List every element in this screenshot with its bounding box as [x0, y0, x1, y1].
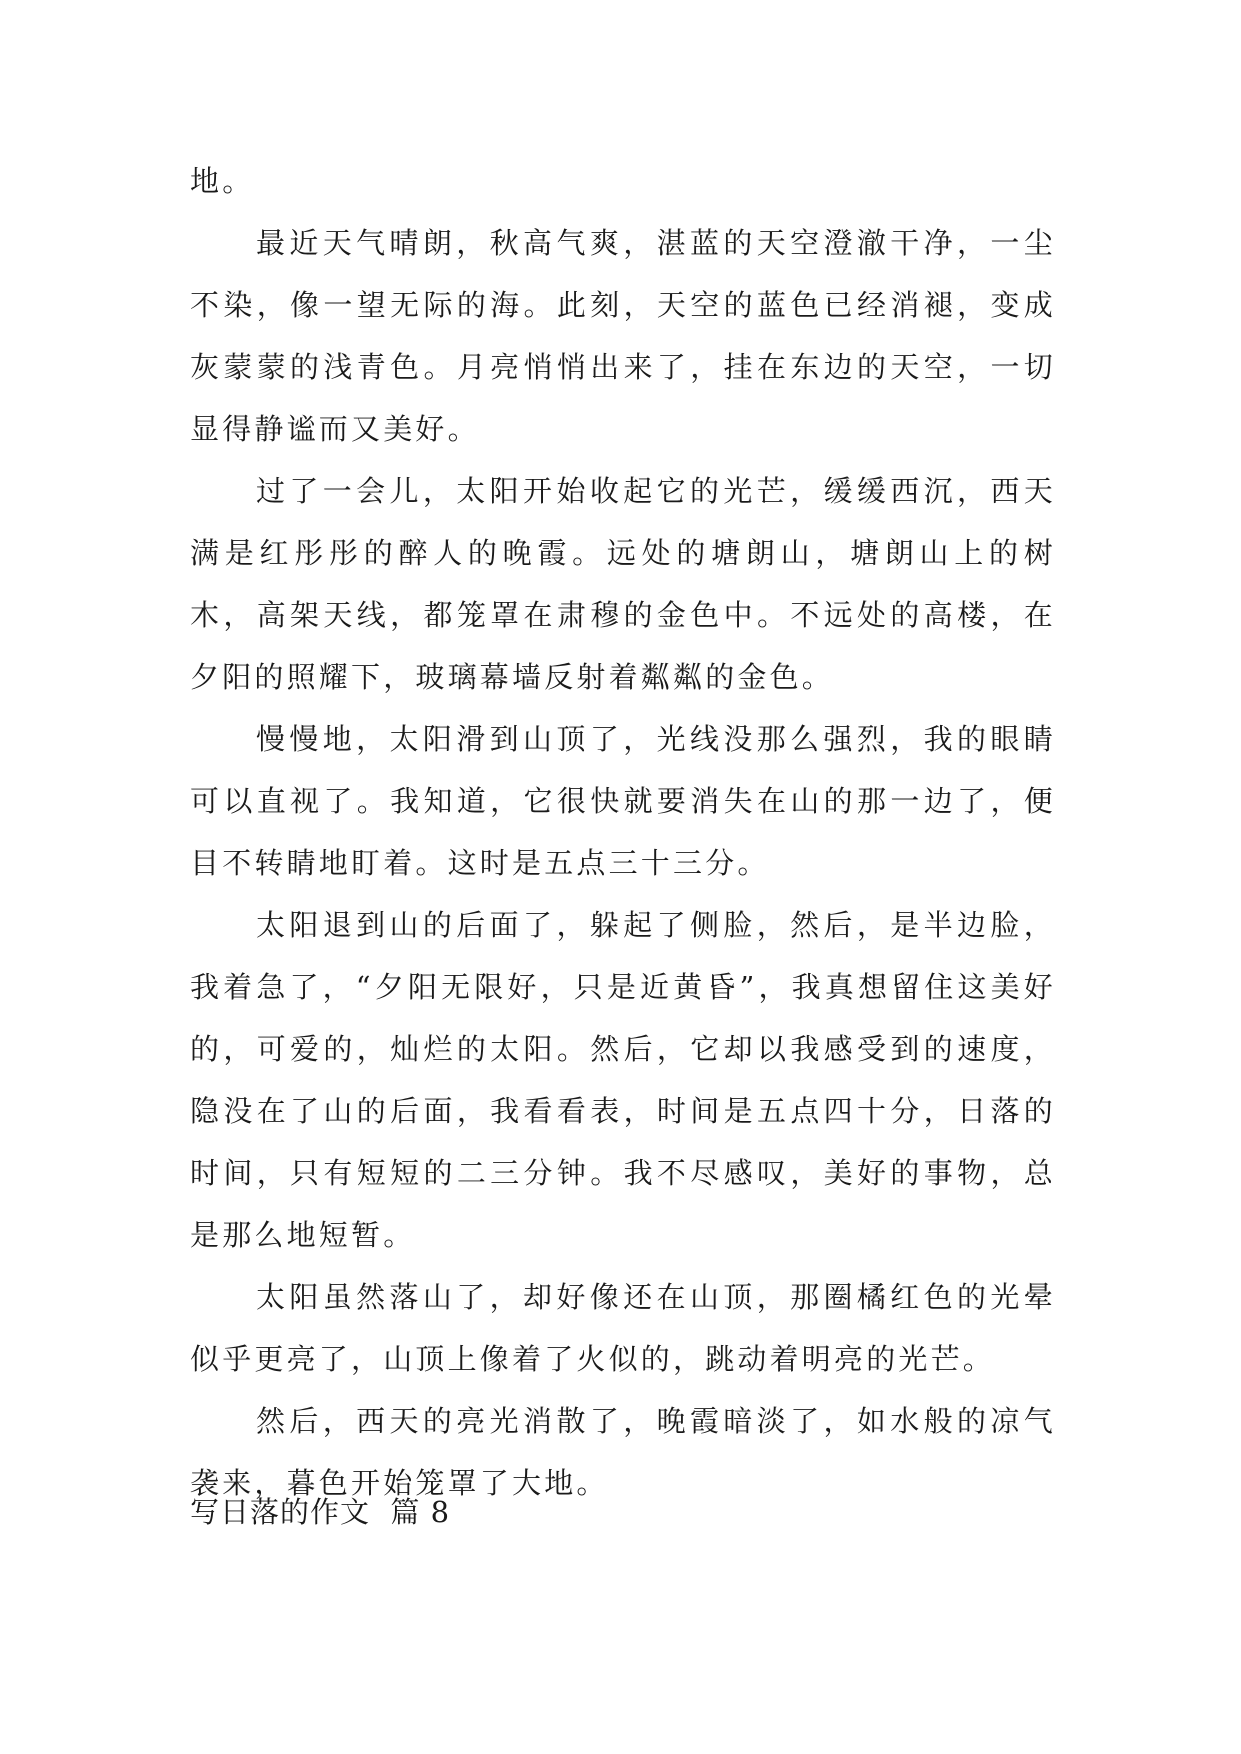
paragraph: 慢慢地，太阳滑到山顶了，光线没那么强烈，我的眼睛可以直视了。我知道，它很快就要消失在山的那一边了，便目不转睛地盯着。这时是五点三十三分。 — [190, 722, 1056, 880]
document-body — [190, 150, 1056, 1514]
paragraph: 过了一会儿，太阳开始收起它的光芒，缓缓西沉，西天满是红彤彤的醉人的晚霞。远处的塘朗山，塘朗山上的树木，高架天线，都笼罩在肃穆的金色中。不远处的高楼，在夕阳的照耀下，玻璃幕墙反射着粼粼的金色。 — [190, 474, 1056, 694]
paragraph: 太阳虽然落山了，却好像还在山顶，那圈橘红色的光晕似乎更亮了，山顶上像着了火似的，跳动着明亮的光芒。 — [190, 1280, 1056, 1376]
section-heading: 写日落的作文 篇 8 — [190, 1495, 451, 1529]
paragraph-continuation: 地。 — [190, 164, 255, 198]
paragraph: 太阳退到山的后面了，躲起了侧脸，然后，是半边脸，我着急了，“夕阳无限好，只是近黄昏”，我真想留住这美好的，可爱的，灿烂的太阳。然后，它却以我感受到的速度，隐没在了山的后面，我看看表，时间是五点四十分，日落的时间，只有短短的二三分钟。我不尽感叹，美好的事物，总是那么地短暂。 — [190, 908, 1056, 1252]
paragraph: 最近天气晴朗，秋高气爽，湛蓝的天空澄澈干净，一尘不染，像一望无际的海。此刻，天空的蓝色已经消褪，变成灰蒙蒙的浅青色。月亮悄悄出来了，挂在东边的天空，一切显得静谧而又美好。 — [190, 226, 1056, 446]
paragraph: 然后，西天的亮光消散了，晚霞暗淡了，如水般的凉气袭来，暮色开始笼罩了大地。 — [190, 1404, 1056, 1500]
